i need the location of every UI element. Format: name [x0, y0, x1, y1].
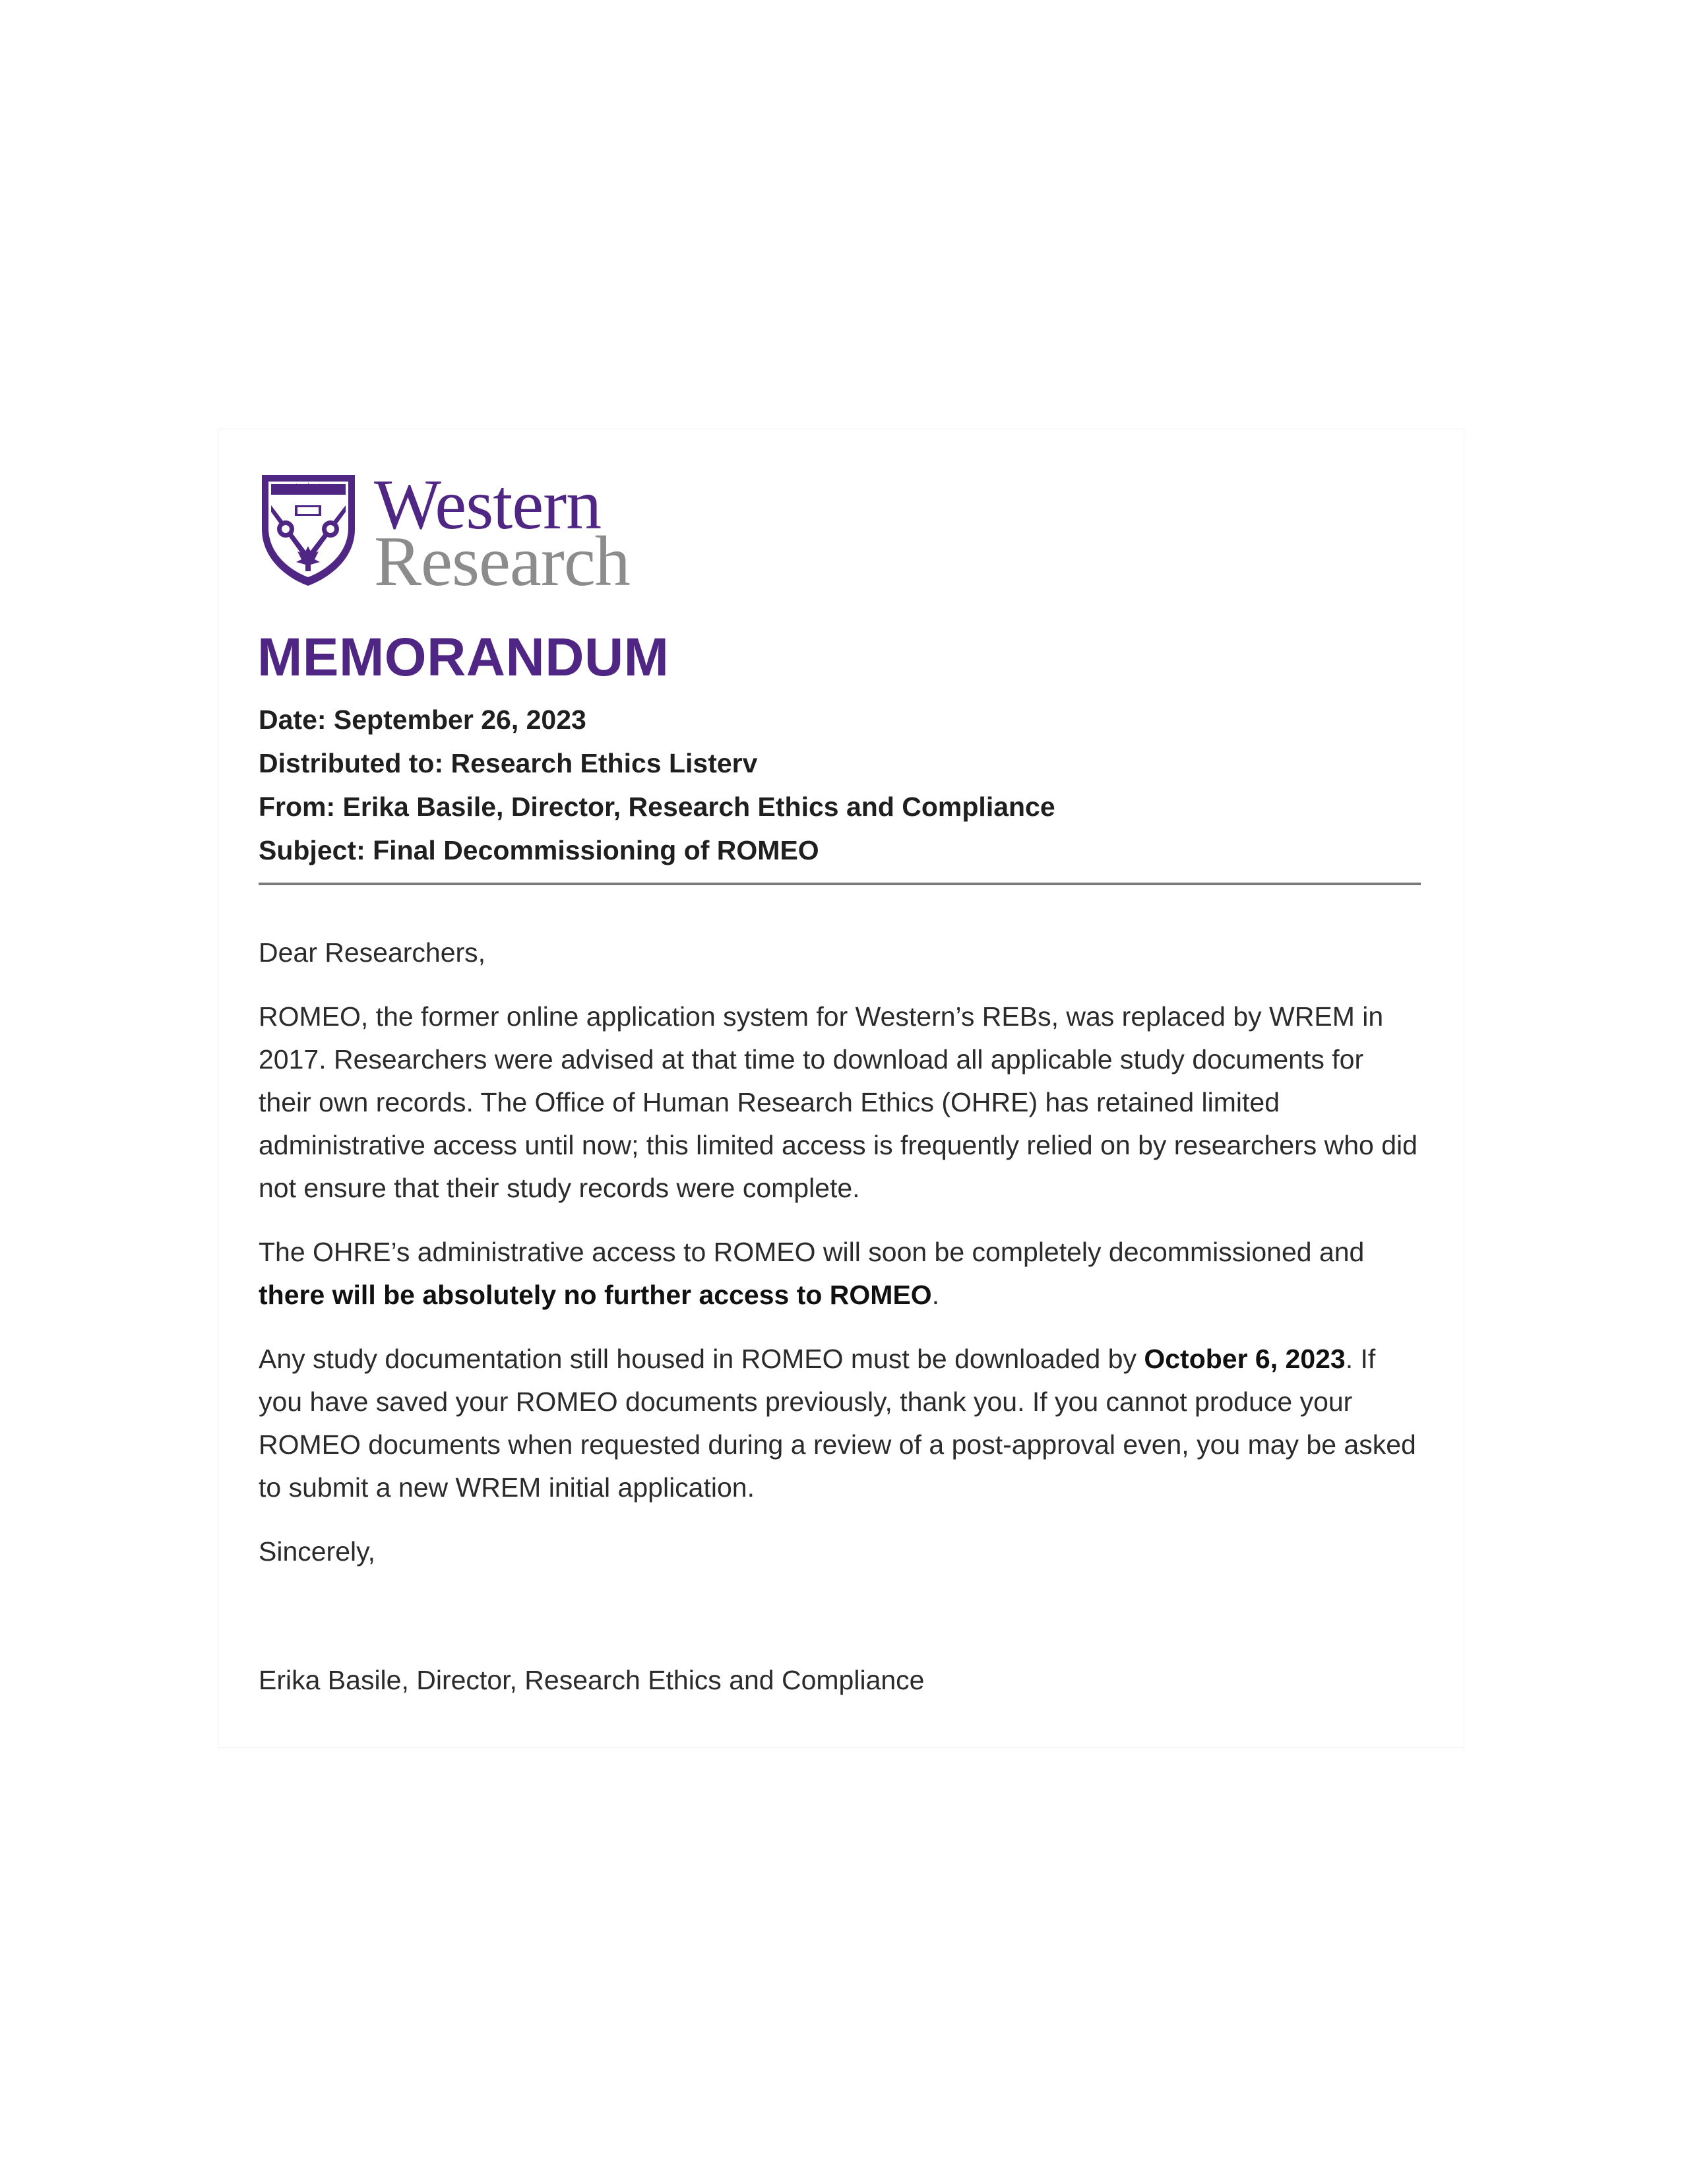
memo-body — [259, 931, 1419, 1723]
paragraph-3-end: . If you have saved your ROMEO documents previously, thank you. If you cannot produce your ROMEO documents when requested during a review of a post-approval even, you may be asked to submit a new WREM initial application. — [259, 1344, 1416, 1503]
closing: Sincerely, — [259, 1536, 375, 1567]
memo-from: From: Erika Basile, Director, Research Ethics and Compliance — [259, 792, 1055, 822]
paragraph-3-text: Any study documentation still housed in ROMEO must be downloaded by — [259, 1344, 1144, 1374]
paragraph-1: ROMEO, the former online application system for Western’s REBs, was replaced by WREM in 2017. Researchers were advised at that time to download all applicable study documents for their own records. The Office of Human Research Ethics (OHRE) has retained limited administrative access until now; this limited access is frequently relied on by researchers who did not ensure that their study records were complete. — [259, 1001, 1417, 1203]
logo-text-western: Western — [374, 466, 602, 544]
memo-date: Date: September 26, 2023 — [259, 704, 586, 735]
memo-header — [259, 698, 1055, 872]
memo-title: MEMORANDUM — [257, 627, 670, 687]
paragraph-2-text: The OHRE’s administrative access to ROMEO will soon be completely decommissioned and — [259, 1237, 1365, 1267]
memo-distributed-to: Distributed to: Research Ethics Listerv — [259, 748, 758, 778]
paragraph-2-end: . — [931, 1280, 940, 1310]
paragraph-2-emphasis: there will be absolutely no further access to ROMEO — [259, 1280, 932, 1310]
header-divider — [259, 883, 1421, 885]
western-research-logo — [261, 466, 670, 601]
paragraph-2 — [259, 1231, 1419, 1317]
deadline-date: October 6, 2023 — [1144, 1344, 1346, 1374]
paragraph-3 — [259, 1338, 1419, 1509]
signature: Erika Basile, Director, Research Ethics and Compliance — [259, 1665, 925, 1695]
greeting: Dear Researchers, — [259, 937, 486, 968]
western-shield-icon — [261, 468, 356, 587]
memo-subject: Subject: Final Decommissioning of ROMEO — [259, 835, 819, 865]
logo-text-research: Research — [374, 522, 630, 601]
